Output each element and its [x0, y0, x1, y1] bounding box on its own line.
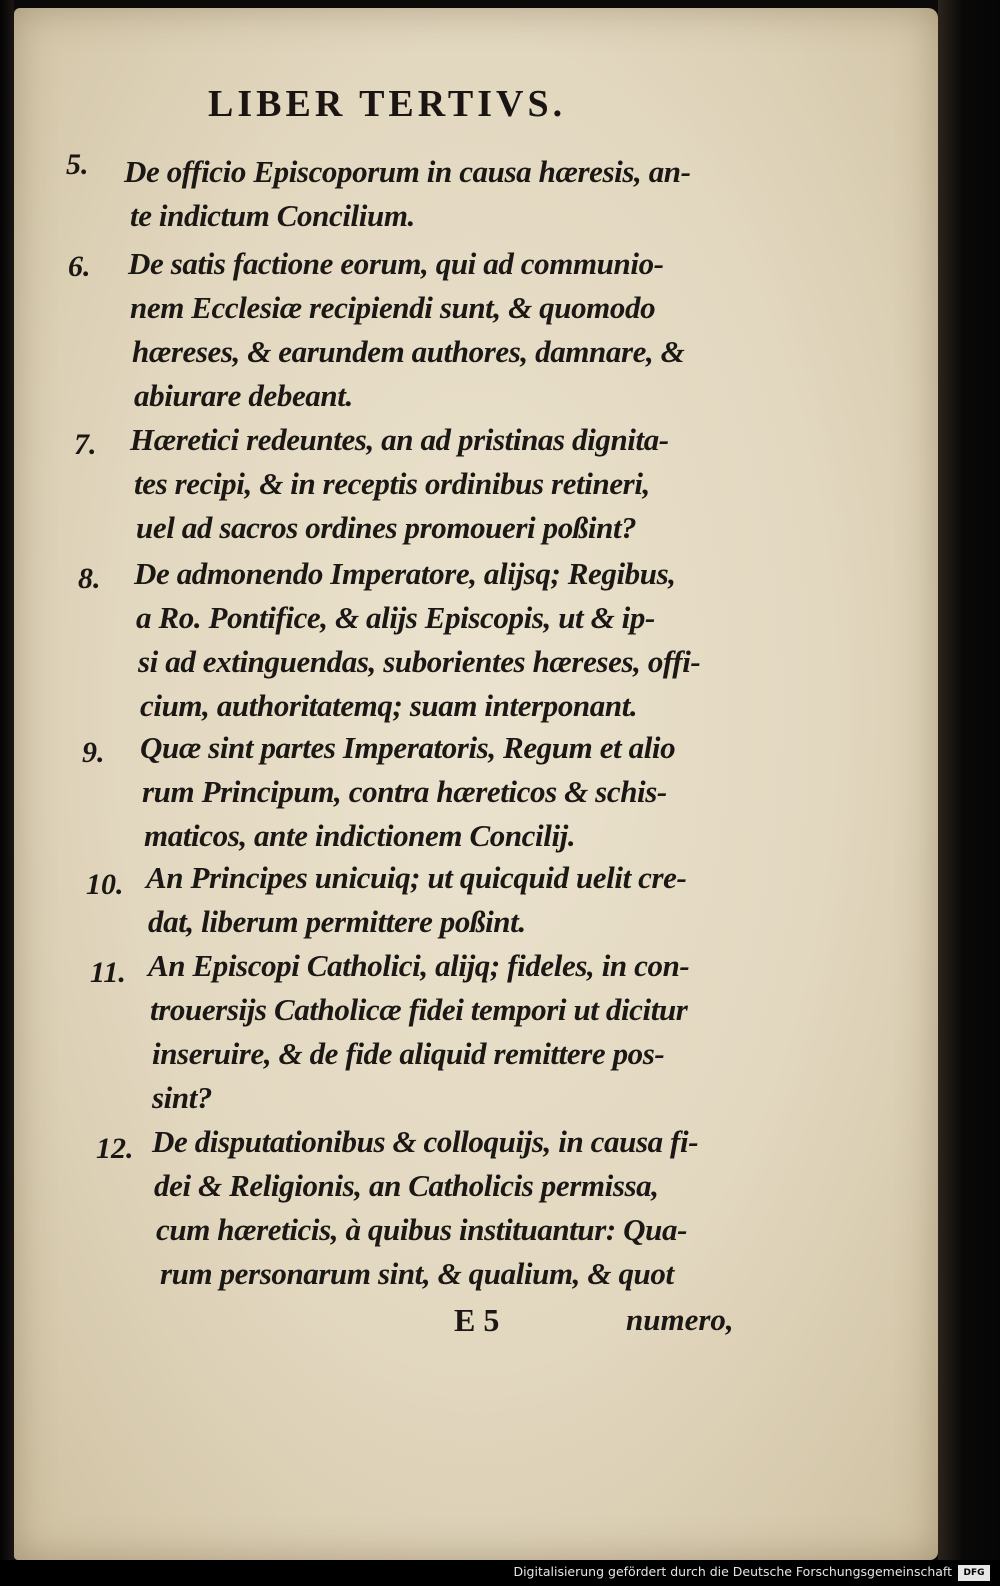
entry-number: 5. — [66, 148, 89, 181]
entry-number: 8. — [78, 562, 101, 595]
entry-line: De disputationibus & colloquijs, in causa fi- — [152, 1124, 699, 1159]
entry-line: maticos, ante indictionem Concilij. — [144, 818, 576, 853]
entry-line: sint? — [152, 1080, 213, 1115]
entry-line: De admonendo Imperatore, alijsq; Regibus, — [134, 556, 676, 591]
signature-mark: E 5 — [454, 1302, 500, 1338]
entry-line: cium, authoritatemq; suam interponant. — [140, 688, 638, 723]
scan-left-edge — [0, 0, 14, 1586]
dfg-logo: DFG — [958, 1565, 990, 1581]
catchword: numero, — [626, 1302, 734, 1337]
entry-line: Hæretici redeuntes, an ad pristinas dignita- — [130, 422, 669, 457]
entry-line: inseruire, & de fide aliquid remittere pos- — [152, 1036, 665, 1071]
entry-line: te indictum Concilium. — [130, 198, 415, 233]
entry-line: dei & Religionis, an Catholicis permissa, — [154, 1168, 659, 1203]
entry-line: hæreses, & earundem authores, damnare, & — [132, 334, 685, 369]
entry-line: An Episcopi Catholici, alijq; fideles, in con- — [148, 948, 690, 983]
entry-number: 11. — [90, 956, 126, 989]
entry-line: An Principes unicuiq; ut quicquid uelit cre- — [146, 860, 687, 895]
entry-line: uel ad sacros ordines promoueri poßint? — [136, 510, 637, 545]
entry-line: a Ro. Pontifice, & alijs Episcopis, ut & ip- — [136, 600, 655, 635]
entry-line: Quæ sint partes Imperatoris, Regum et alio — [140, 730, 676, 765]
entry-number: 10. — [86, 868, 124, 901]
entry-line: nem Ecclesiæ recipiendi sunt, & quomodo — [130, 290, 656, 325]
entry-number: 7. — [74, 428, 97, 461]
entry-number: 9. — [82, 736, 105, 769]
entry-line: cum hæreticis, à quibus instituantur: Qua- — [156, 1212, 688, 1247]
entry-line: rum Principum, contra hæreticos & schis- — [142, 774, 667, 809]
scan-right-edge — [938, 0, 1000, 1586]
entry-line: De officio Episcoporum in causa hæresis, an- — [124, 154, 691, 189]
entry-number: 12. — [96, 1132, 134, 1165]
entry-line: trouersijs Catholicæ fidei tempori ut dicitur — [150, 992, 688, 1027]
entry-line: De satis factione eorum, qui ad communio- — [128, 246, 664, 281]
running-head: LIBER TERTIVS. — [208, 83, 567, 125]
entry-line: tes recipi, & in receptis ordinibus retineri, — [134, 466, 650, 501]
entry-line: dat, liberum permittere poßint. — [148, 904, 526, 939]
funding-credit: Digitalisierung gefördert durch die Deutsche Forschungsgemeinschaft — [513, 1564, 952, 1579]
entry-number: 6. — [68, 250, 91, 283]
entry-line: abiurare debeant. — [134, 378, 353, 413]
entry-line: si ad extinguendas, suborientes hæreses, offi- — [138, 644, 701, 679]
entry-line: rum personarum sint, & qualium, & quot — [160, 1256, 674, 1291]
